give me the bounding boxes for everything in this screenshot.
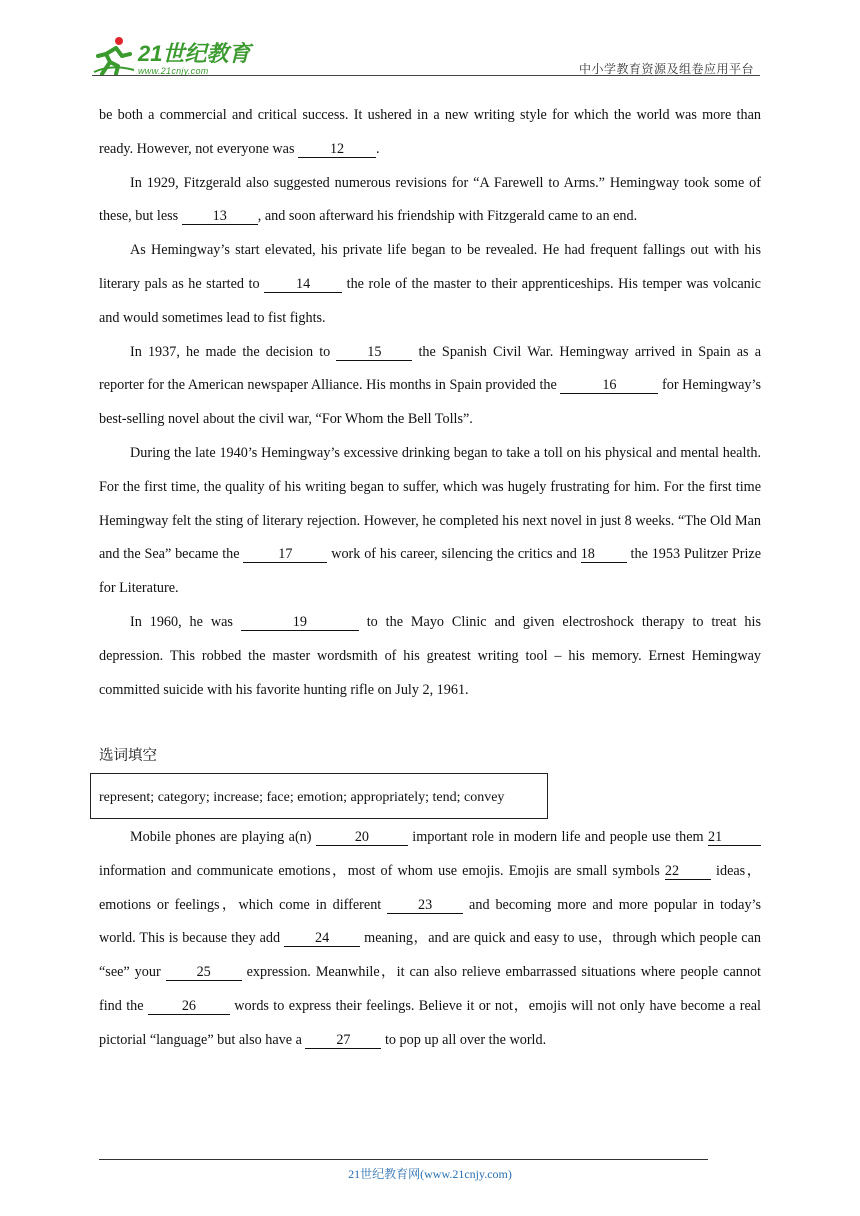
blank-27: 27 xyxy=(305,1032,381,1049)
page-header xyxy=(92,32,760,78)
blank-20: 20 xyxy=(316,829,408,846)
passage-two xyxy=(99,821,761,1058)
paragraph: In 1960, he was 19 to the Mayo Clinic and given electroshock therapy to treat his depression. This robbed the master wordsmith of his greatest writing tool – his memory. Ernest Hemingway committed suicide with his favorite hunting rifle on July 2, 1961. xyxy=(99,613,761,698)
platform-name: 中小学教育资源及组卷应用平台 xyxy=(578,62,754,76)
logo xyxy=(92,34,250,76)
blank-22: 22 xyxy=(665,863,711,880)
paragraph: In 1937, he made the decision to 15 the Spanish Civil War. Hemingway arrived in Spain as a reporter for the American newspaper Alliance. His months in Spain provided the 16 for Hemingway’s best-selling novel about the civil war, “For Whom the Bell Tolls”. xyxy=(99,343,761,428)
blank-19: 19 xyxy=(241,614,359,631)
logo-url: www.21cnjy.com xyxy=(138,66,209,76)
paragraph: As Hemingway’s start elevated, his private life began to be revealed. He had frequent fallings out with his literary pals as he started to 14 the role of the master to their apprenticeships. His temper was volcanic and would sometimes lead to fist fights. xyxy=(99,242,761,326)
paragraph: be both a commercial and critical success. It ushered in a new writing style for which the world was more than ready. However, not everyone was 12 . xyxy=(99,107,761,157)
logo-title: 21世纪教育 xyxy=(138,41,251,66)
blank-13: 13 xyxy=(182,208,258,225)
header-divider xyxy=(92,75,760,76)
paragraph: In 1929, Fitzgerald also suggested numerous revisions for “A Farewell to Arms.” Hemingway took some of these, but less 13 , and soon afterward his friendship with Fitzgerald came to an end. xyxy=(99,174,761,225)
footer-text: 21世纪教育网(www.21cnjy.com) xyxy=(348,1167,512,1181)
blank-15: 15 xyxy=(336,344,412,361)
blank-24: 24 xyxy=(284,930,360,947)
blank-16: 16 xyxy=(560,377,658,394)
passage-one xyxy=(99,99,761,707)
blank-26: 26 xyxy=(148,998,230,1015)
blank-23: 23 xyxy=(387,897,463,914)
paragraph: Mobile phones are playing a(n) 20 important role in modern life and people use them 21 information and communicate emotions，most of whom use emojis. Emojis are small symbols 22 ideas，emotions or feelings，which come in different 23 and becoming more and more popular in today’s world. This is because they add 24 meaning，and are quick and easy to use，through which people can “see” your 25 expression. Meanwhile，it can also relieve embarrassed situations where people cannot find the 26 words to express their feelings. Believe it or not，emojis will not only have become a real pictorial “language” but also have a 27 to pop up all over the world. xyxy=(99,829,762,1048)
blank-14: 14 xyxy=(264,276,342,293)
paragraph: During the late 1940’s Hemingway’s excessive drinking began to take a toll on his physical and mental health. For the first time, the quality of his writing began to suffer, which was hugely frustrating for him. For the first time Hemingway felt the sting of literary rejection. However, he completed his next novel in just 8 weeks. “The Old Man and the Sea” became the 17 work of his career, silencing the critics and 18 the 1953 Pulitzer Prize for Literature. xyxy=(99,444,761,597)
word-bank-box: represent; category; increase; face; emotion; appropriately; tend; convey xyxy=(90,773,548,819)
blank-25: 25 xyxy=(166,964,242,981)
footer-divider xyxy=(99,1159,708,1160)
section-title: 选词填空 xyxy=(99,748,157,764)
runner-logo-icon xyxy=(92,34,136,76)
blank-21: 21 xyxy=(708,829,761,846)
blank-12: 12 xyxy=(298,141,376,158)
blank-18: 18 xyxy=(581,546,627,563)
blank-17: 17 xyxy=(243,546,327,563)
